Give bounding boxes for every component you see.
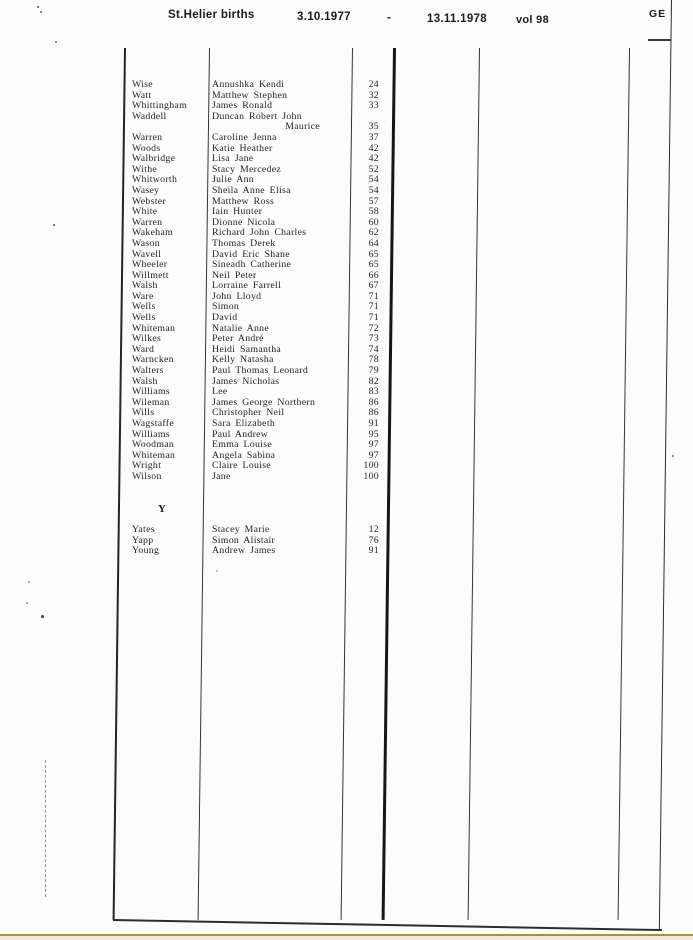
- cell-page-no: 60: [368, 216, 379, 228]
- register-row: [122, 112, 384, 123]
- cell-page-no: 71: [368, 312, 379, 324]
- cell-forenames: Andrew James: [212, 545, 276, 557]
- cell-page-no: 54: [368, 184, 379, 196]
- cell-surname: Whiteman: [132, 322, 176, 334]
- cell-surname: Ware: [132, 290, 154, 302]
- cell-surname: Yapp: [132, 534, 154, 546]
- cell-page-no: 67: [368, 280, 379, 292]
- cell-forenames: Simon Alistair: [212, 534, 276, 546]
- cell-page-no: 76: [368, 534, 379, 546]
- cell-forenames: Dionne Nicola: [212, 216, 276, 228]
- cell-forenames: Neil Peter: [212, 269, 257, 281]
- cell-page-no: 79: [368, 365, 379, 377]
- cell-surname: Whittingham: [132, 100, 187, 112]
- cell-forenames: Stacey Marie: [212, 523, 270, 535]
- register-row: [122, 302, 384, 313]
- cell-page-no: 72: [368, 322, 379, 334]
- cell-page-no: 91: [368, 545, 379, 557]
- cell-page-no: 57: [368, 195, 379, 207]
- cell-surname: Wright: [132, 460, 162, 472]
- section-letter-row: [122, 504, 384, 515]
- cell-forenames: Matthew Ross: [212, 195, 274, 207]
- cell-forenames: Emma Louise: [212, 439, 272, 451]
- cell-forenames: Maurice: [285, 121, 320, 133]
- corner-underline-rule: [648, 39, 671, 41]
- cell-forenames: James Nicholas: [212, 375, 280, 387]
- cell-forenames: Christopher Neil: [212, 407, 285, 419]
- scan-speck: [40, 11, 42, 13]
- cell-surname: Wilkes: [132, 333, 162, 345]
- cell-surname: Watt: [132, 89, 152, 101]
- register-row: [122, 80, 384, 91]
- date-range-separator: -: [387, 12, 392, 24]
- scan-speck: [672, 455, 674, 457]
- cell-forenames: David Eric Shane: [212, 248, 290, 260]
- register-row: [122, 546, 384, 557]
- cell-forenames: Richard John Charles: [212, 227, 307, 239]
- cell-surname: Y: [158, 502, 167, 515]
- cell-page-no: 83: [368, 386, 379, 398]
- cell-surname: Williams: [132, 428, 170, 440]
- cell-forenames: Matthew Stephen: [212, 89, 288, 101]
- cell-page-no: 37: [368, 131, 379, 143]
- cell-forenames: Annushka Kendi: [212, 79, 285, 90]
- cell-surname: Wasey: [132, 184, 160, 196]
- cell-surname: Wilson: [132, 470, 162, 482]
- cell-surname: Walsh: [132, 375, 158, 387]
- scan-dash-marks: [45, 760, 46, 897]
- scan-speck: [53, 224, 55, 226]
- cell-surname: Withe: [132, 163, 158, 175]
- cell-forenames: Sineadh Catherine: [212, 259, 292, 271]
- cell-surname: Warren: [132, 216, 163, 228]
- table-bottom-rule: [113, 919, 662, 931]
- volume-label: vol 98: [516, 14, 549, 26]
- cell-forenames: Claire Louise: [212, 460, 271, 472]
- cell-surname: Walters: [132, 365, 164, 377]
- page-right-edge-rule: [659, 0, 672, 930]
- cell-forenames: Thomas Derek: [212, 237, 276, 249]
- cell-page-no: 78: [368, 354, 379, 366]
- cell-surname: Willmett: [132, 269, 169, 281]
- cell-surname: Waddell: [132, 110, 167, 122]
- register-row: [122, 525, 384, 536]
- cell-forenames: Peter André: [212, 333, 264, 345]
- cell-page-no: 86: [368, 407, 379, 419]
- cell-forenames: James George Northern: [212, 396, 316, 408]
- register-row: [122, 292, 384, 303]
- cell-surname: Wells: [132, 301, 156, 313]
- cell-forenames: Caroline Jenna: [212, 131, 277, 143]
- cell-surname: Wileman: [132, 396, 170, 408]
- cell-forenames: Kelly Natasha: [212, 354, 274, 366]
- page-title: St.Helier births: [168, 9, 255, 21]
- cell-forenames: Natalie Anne: [212, 322, 270, 334]
- cell-surname: Walbridge: [132, 153, 176, 165]
- cell-page-no: 52: [368, 163, 379, 175]
- cell-surname: Wise: [132, 79, 153, 90]
- cell-forenames: Duncan Robert John: [212, 110, 302, 122]
- cell-forenames: Simon: [212, 301, 240, 313]
- cell-forenames: Lee: [212, 386, 228, 398]
- cell-forenames: Sheila Anne Elisa: [212, 184, 291, 196]
- column-rule-4: [618, 48, 631, 920]
- cell-surname: Webster: [132, 195, 166, 207]
- cell-forenames: Stacy Mercedez: [212, 163, 282, 175]
- cell-page-no: 66: [368, 269, 379, 281]
- cell-surname: Wakeham: [132, 227, 174, 239]
- scan-speck: [216, 570, 218, 572]
- cell-page-no: 62: [368, 227, 379, 239]
- cell-surname: Ward: [132, 343, 155, 355]
- cell-forenames: Julie Ann: [212, 174, 254, 186]
- register-list: [122, 80, 384, 557]
- cell-forenames: Heidi Samantha: [212, 343, 282, 355]
- cell-forenames: Katie Heather: [212, 142, 273, 154]
- cell-page-no: 58: [368, 206, 379, 218]
- cell-forenames: Angela Sabina: [212, 449, 276, 461]
- cell-forenames: Lisa Jane: [212, 153, 254, 165]
- cell-surname: Woodman: [132, 439, 175, 451]
- register-row: [122, 239, 384, 250]
- cell-forenames: Lorraine Farrell: [212, 280, 282, 292]
- cell-page-no: 32: [368, 89, 379, 101]
- bottom-scan-strip: [0, 936, 693, 940]
- cell-surname: White: [132, 206, 158, 218]
- cell-page-no: 42: [368, 153, 379, 165]
- cell-page-no: 12: [368, 523, 379, 535]
- cell-page-no: 86: [368, 396, 379, 408]
- cell-surname: Warren: [132, 131, 163, 143]
- scan-speck: [37, 6, 39, 8]
- cell-surname: Woods: [132, 142, 161, 154]
- scan-speck: [55, 41, 57, 43]
- cell-surname: Wagstaffe: [132, 418, 174, 429]
- cell-forenames: John Lloyd: [212, 290, 262, 302]
- cell-page-no: 65: [368, 259, 379, 271]
- cell-surname: Wills: [132, 407, 155, 419]
- cell-page-no: 100: [363, 470, 379, 482]
- cell-page-no: 95: [368, 428, 379, 440]
- cell-surname: Wavell: [132, 248, 162, 260]
- register-row: [122, 133, 384, 144]
- register-row: [122, 419, 384, 430]
- cell-forenames: Paul Andrew: [212, 428, 269, 440]
- cell-surname: Wheeler: [132, 259, 168, 271]
- register-row: [122, 472, 384, 483]
- cell-page-no: 54: [368, 174, 379, 186]
- corner-page-label: GE: [649, 8, 667, 20]
- cell-forenames: Jane: [212, 470, 231, 482]
- cell-forenames: David: [212, 312, 238, 324]
- cell-page-no: 65: [368, 248, 379, 260]
- cell-page-no: 71: [368, 290, 379, 302]
- cell-surname: Yates: [132, 523, 155, 535]
- date-from: 3.10.1977: [297, 11, 351, 23]
- cell-page-no: 42: [368, 142, 379, 154]
- spacer-row: [122, 483, 384, 494]
- column-rule-3: [468, 48, 481, 920]
- cell-page-no: 24: [368, 79, 379, 90]
- cell-page-no: 35: [368, 121, 379, 133]
- scan-speck: [41, 615, 44, 618]
- cell-page-no: 82: [368, 375, 379, 387]
- date-to: 13.11.1978: [427, 13, 487, 25]
- cell-forenames: James Ronald: [212, 100, 273, 112]
- cell-page-no: 33: [368, 100, 379, 112]
- cell-surname: Walsh: [132, 280, 158, 292]
- cell-surname: Whiteman: [132, 449, 176, 461]
- cell-surname: Whitworth: [132, 174, 178, 186]
- cell-surname: Warncken: [132, 354, 174, 366]
- cell-page-no: 100: [363, 460, 379, 472]
- cell-page-no: 71: [368, 301, 379, 313]
- register-row: [122, 186, 384, 197]
- cell-page-no: 97: [368, 449, 379, 461]
- cell-surname: Williams: [132, 386, 170, 398]
- cell-forenames: Paul Thomas Leonard: [212, 365, 309, 377]
- cell-page-no: 73: [368, 333, 379, 345]
- cell-forenames: Sara Elizabeth: [212, 418, 276, 429]
- cell-page-no: 64: [368, 237, 379, 249]
- cell-surname: Young: [132, 545, 160, 557]
- cell-page-no: 91: [368, 418, 379, 429]
- scan-speck: [28, 581, 30, 583]
- cell-page-no: 97: [368, 439, 379, 451]
- cell-surname: Wells: [132, 312, 156, 324]
- cell-page-no: 74: [368, 343, 379, 355]
- cell-surname: Wason: [132, 237, 160, 249]
- cell-forenames: Iain Hunter: [212, 206, 263, 218]
- scan-speck: [26, 602, 28, 604]
